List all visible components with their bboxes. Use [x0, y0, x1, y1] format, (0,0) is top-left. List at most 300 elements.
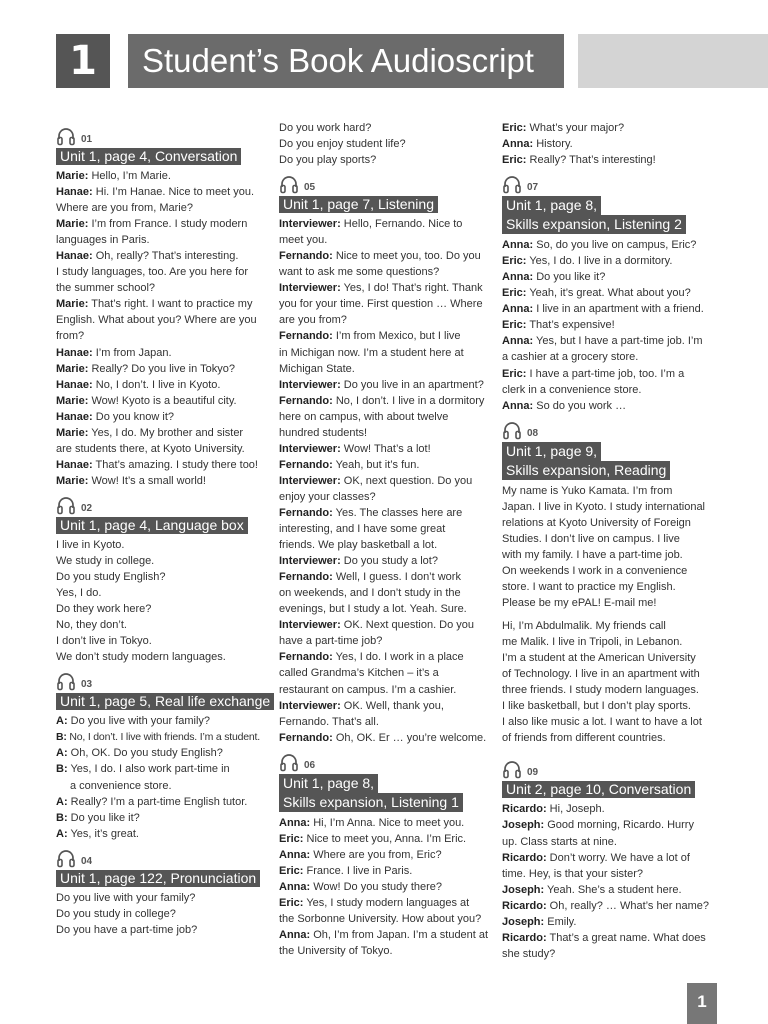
column-3 [502, 120, 716, 962]
script-line [56, 922, 266, 938]
script-line [279, 136, 491, 152]
line-text: Well, I guess. I don’t work [332, 571, 461, 584]
speaker-name: Hanae: [56, 186, 93, 199]
script-line [279, 280, 491, 296]
script-line [56, 473, 266, 489]
script-line [502, 914, 716, 930]
line-text: Hi, Joseph. [546, 803, 605, 816]
script-line [502, 946, 716, 962]
line-text: here on campus, with about twelve [279, 410, 449, 423]
script-line [279, 633, 491, 649]
section-title: Unit 1, page 4, Conversation [56, 148, 241, 165]
script-line [56, 761, 266, 777]
line-text: Do you know it? [92, 410, 175, 423]
speaker-name: Joseph: [502, 883, 545, 896]
script-line [502, 834, 716, 850]
line-text: Emily. [544, 915, 577, 928]
track-marker [56, 842, 266, 869]
line-text: Really? That’s interesting! [526, 154, 656, 167]
script-line [279, 911, 491, 927]
line-text: are you from? [279, 314, 347, 327]
line-text: I have a part-time job, too. I’m a [526, 367, 685, 380]
track-marker [279, 746, 491, 773]
script-line [56, 200, 266, 216]
line-text: Yeah, but it’s fun. [332, 458, 420, 471]
script-line [279, 312, 491, 328]
speaker-name: Eric: [502, 367, 527, 380]
headphones-icon [56, 848, 76, 868]
speaker-name: Fernando: [279, 330, 333, 343]
line-text: Do you study a lot? [340, 555, 438, 568]
track-marker [502, 168, 716, 195]
speaker-name: Fernando: [279, 394, 333, 407]
section-title-line: Unit 1, page 9, [502, 442, 601, 461]
line-text: Yes, I do. I also work part-time in [67, 763, 230, 776]
script-line [279, 863, 491, 879]
speaker-name: Ricardo: [502, 851, 547, 864]
line-text: the summer school? [56, 282, 156, 295]
speaker-name: Fernando: [279, 731, 333, 744]
track-number: 07 [527, 182, 539, 194]
line-text: up. Class starts at nine. [502, 835, 617, 848]
line-text: Don’t worry. We have a lot of [546, 851, 690, 864]
script-line [502, 301, 716, 317]
line-text: Yes, I do. I work in a place [332, 651, 464, 664]
paragraph-line: On weekends I work in a convenience [502, 564, 688, 577]
line-text: Do you work hard? [279, 122, 372, 134]
script-line [279, 248, 491, 264]
line-text: want to ask me some questions? [279, 266, 440, 279]
line-text: Yes, but I have a part-time job. I’m [533, 335, 703, 348]
speaker-name: Anna: [502, 271, 534, 284]
line-text: I live in an apartment with a friend. [533, 303, 704, 316]
script-line [56, 361, 266, 377]
script-line [502, 398, 716, 414]
section-title-line: Unit 1, page 8, [279, 774, 378, 793]
script-line [56, 713, 266, 729]
speaker-name: B: [56, 763, 68, 776]
script-line [279, 489, 491, 505]
section-title: Unit 1, page 4, Language box [56, 517, 248, 534]
script-line [56, 393, 266, 409]
line-text: Where are you from, Eric? [310, 848, 442, 861]
line-text: Do you like it? [533, 271, 606, 284]
speaker-name: A: [56, 827, 68, 840]
line-text: We don’t study modern languages. [56, 651, 226, 664]
column-1 [56, 120, 271, 938]
script-line [56, 826, 266, 842]
script-line [502, 349, 716, 365]
line-text: That’s amazing. I study there too! [92, 458, 258, 471]
script-line [56, 633, 266, 649]
line-text: Michigan State. [279, 362, 355, 375]
script-line [279, 682, 491, 698]
page-number: 1 [687, 983, 717, 1024]
script-line [279, 425, 491, 441]
script-line [56, 441, 266, 457]
speaker-name: Marie: [56, 170, 89, 182]
section-title: Unit 1, page 122, Pronunciation [56, 870, 260, 887]
section-title: Unit 2, page 10, Conversation [502, 781, 695, 798]
script-line [279, 649, 491, 665]
script-line [56, 457, 266, 473]
track-marker [56, 489, 266, 516]
headphones-icon [279, 752, 299, 772]
line-text: Where are you from, Marie? [56, 202, 193, 215]
track-number: 02 [81, 502, 93, 514]
line-text: the Sorbonne University. How about you? [279, 912, 482, 925]
speaker-name: Anna: [502, 138, 534, 151]
speaker-name: Anna: [502, 303, 534, 316]
line-text: restaurant on campus. I’m a cashier. [279, 683, 457, 696]
headphones-icon [56, 671, 76, 691]
line-text: have a part-time job? [279, 635, 383, 648]
paragraph-line: Hi, I’m Abdulmalik. My friends call [502, 620, 666, 633]
line-text: Oh, OK. Do you study English? [67, 747, 223, 760]
script-line [502, 253, 716, 269]
speaker-name: Eric: [279, 832, 304, 845]
script-line [56, 585, 266, 601]
line-text: time. Hey, is that your sister? [502, 867, 644, 880]
script-line [56, 810, 266, 826]
line-text: Yes. The classes here are [332, 506, 463, 519]
script-line [56, 649, 266, 665]
line-text: friends. We play basketball a lot. [279, 539, 438, 552]
script-line [502, 152, 716, 168]
script-line [502, 333, 716, 349]
script-line [279, 505, 491, 521]
section-title-line: Skills expansion, Reading [502, 461, 670, 480]
script-line [279, 847, 491, 863]
line-text: Fernando. That’s all. [279, 715, 379, 728]
line-text: a cashier at a grocery store. [502, 351, 639, 364]
speaker-name: Eric: [279, 896, 304, 909]
line-text: OK, next question. Do you [340, 474, 473, 487]
headphones-icon [502, 759, 522, 779]
section-title-line: Skills expansion, Listening 1 [279, 793, 463, 812]
script-line [279, 895, 491, 911]
chapter-number: 1 [56, 34, 110, 88]
script-line [502, 898, 716, 914]
paragraph-line: relations at Kyoto University of Foreign [502, 516, 691, 529]
paragraph-line: of Technology. I live in an apartment with [502, 668, 700, 681]
script-line [502, 866, 716, 882]
speaker-name: Interviewer: [279, 474, 341, 487]
script-line [279, 409, 491, 425]
speaker-name: Interviewer: [279, 378, 341, 391]
script-line [279, 831, 491, 847]
line-text: Do you enjoy student life? [279, 138, 406, 151]
script-line [502, 366, 716, 382]
line-text: you for your time. First question … Where [279, 298, 483, 311]
paragraph-line: I like basketball, but I don’t play sports. [502, 700, 691, 713]
headphones-icon [502, 420, 522, 440]
script-line [56, 328, 266, 344]
paragraph-line: Please be my ePAL! E-mail me! [502, 596, 657, 609]
paragraph-line: store. I want to practice my English. [502, 580, 676, 593]
line-text: OK. Well, thank you, [340, 699, 444, 712]
section-title: Unit 1, page 7, Listening [279, 196, 438, 213]
speaker-name: Ricardo: [502, 803, 547, 816]
script-line [56, 537, 266, 553]
line-text: Do you study English? [56, 571, 166, 584]
speaker-name: Hanae: [56, 250, 93, 263]
section-title: Unit 1, page 5, Real life exchange [56, 693, 274, 710]
speaker-name: Interviewer: [279, 218, 341, 231]
paragraph-line: I’m a student at the American University [502, 652, 696, 665]
line-text: Nice to meet you, Anna. I’m Eric. [303, 832, 467, 845]
line-text: Nice to meet you, too. Do you [332, 250, 481, 263]
headphones-icon [502, 174, 522, 194]
script-line [279, 152, 491, 168]
script-line [56, 296, 266, 312]
section-title-line: Skills expansion, Listening 2 [502, 215, 686, 234]
paragraph-line: Studies. I don’t live on campus. I live [502, 532, 680, 545]
speaker-name: Anna: [502, 399, 534, 412]
script-line [56, 617, 266, 633]
speaker-name: Anna: [502, 239, 534, 252]
script-line [279, 345, 491, 361]
line-text: Really? Do you live in Tokyo? [88, 362, 235, 375]
script-line [56, 216, 266, 232]
line-text: I study languages, too. Are you here for [56, 266, 249, 279]
line-text: Do you like it? [67, 811, 140, 824]
line-text: I don’t live in Tokyo. [56, 635, 152, 648]
script-line [56, 794, 266, 810]
line-text: Wow! It’s a small world! [88, 474, 206, 487]
speaker-name: Joseph: [502, 819, 545, 832]
line-text: are students there, at Kyoto University. [56, 442, 245, 455]
speaker-name: Ricardo: [502, 931, 547, 944]
line-text: Yes, I do. My brother and sister [88, 426, 244, 439]
track-number: 09 [527, 767, 539, 779]
line-text: meet you. [279, 234, 328, 247]
line-text: the University of Tokyo. [279, 945, 393, 958]
track-number: 01 [81, 134, 93, 145]
line-text: Oh, I’m from Japan. I’m a student at [310, 929, 489, 942]
line-text: Wow! Do you study there? [310, 880, 443, 893]
speaker-name: Anna: [502, 335, 534, 348]
track-marker [279, 168, 491, 195]
line-text: languages in Paris. [56, 234, 150, 247]
line-text: Really? I’m a part-time English tutor. [67, 795, 248, 808]
paragraph-line: Japan. I live in Kyoto. I study international [502, 500, 706, 513]
script-line [279, 232, 491, 248]
line-text: I’m from Mexico, but I live [332, 330, 461, 343]
line-text: Oh, OK. Er … you’re welcome. [332, 731, 487, 744]
script-line [56, 184, 266, 200]
script-line [502, 269, 716, 285]
headphones-icon [56, 126, 76, 146]
script-line [279, 927, 491, 943]
section-title [502, 442, 716, 480]
reading-paragraph [502, 483, 716, 611]
track-marker [502, 414, 716, 441]
line-text: That’s right. I want to practice my [88, 298, 253, 311]
speaker-name: Hanae: [56, 410, 93, 423]
script-line [279, 216, 491, 232]
speaker-name: Ricardo: [502, 899, 547, 912]
script-line [502, 817, 716, 833]
speaker-name: Fernando: [279, 571, 333, 584]
line-text: I’m from France. I study modern [88, 218, 248, 231]
script-line [502, 382, 716, 398]
line-text: I’m from Japan. [92, 346, 172, 359]
section-title [279, 774, 491, 812]
script-line [279, 714, 491, 730]
line-text: So do you work … [533, 399, 627, 412]
line-text: Hello, Fernando. Nice to [340, 218, 463, 231]
track-number: 06 [304, 759, 316, 771]
script-line [279, 441, 491, 457]
line-text: interesting, and I have some great [279, 523, 446, 536]
track-marker [502, 753, 716, 780]
line-text: Oh, really? … What’s her name? [546, 899, 710, 912]
script-line [56, 425, 266, 441]
script-line [279, 698, 491, 714]
script-line [279, 264, 491, 280]
script-line [502, 882, 716, 898]
script-line [56, 377, 266, 393]
reading-paragraph [502, 618, 716, 746]
line-text: a convenience store. [70, 779, 172, 792]
line-text: on weekends, and I don’t study in the [279, 587, 461, 600]
script-line [279, 617, 491, 633]
speaker-name: Fernando: [279, 506, 333, 519]
track-number: 08 [527, 427, 539, 439]
script-line [279, 473, 491, 489]
line-text: We study in college. [56, 554, 155, 567]
script-line [56, 312, 266, 328]
track-marker [56, 665, 266, 692]
script-line [279, 296, 491, 312]
script-line [502, 136, 716, 152]
line-text: enjoy your classes? [279, 490, 376, 503]
line-text: I live in Kyoto. [56, 538, 125, 551]
script-line [502, 120, 716, 136]
script-line [56, 264, 266, 280]
line-text: No, I don’t. I live with friends. I’m a student. [66, 731, 260, 744]
script-line [279, 328, 491, 344]
track-marker [56, 120, 266, 147]
speaker-name: Fernando: [279, 458, 333, 471]
speaker-name: Interviewer: [279, 699, 341, 712]
speaker-name: Eric: [502, 122, 527, 134]
line-text: Do you play sports? [279, 154, 377, 167]
speaker-name: A: [56, 795, 68, 808]
speaker-name: Anna: [279, 929, 311, 942]
script-line [56, 601, 266, 617]
script-line [502, 317, 716, 333]
line-text: Yes, I do. [56, 587, 102, 600]
script-line [279, 665, 491, 681]
speaker-name: A: [56, 715, 68, 728]
speaker-name: Anna: [279, 816, 311, 829]
line-text: Yeah. She’s a student here. [544, 883, 682, 896]
script-line [502, 285, 716, 301]
line-text: Do you live with your family? [56, 891, 196, 904]
track-number: 04 [81, 855, 93, 867]
section-title-line: Unit 1, page 8, [502, 196, 601, 215]
speaker-name: Interviewer: [279, 555, 341, 568]
script-line [56, 745, 266, 761]
paragraph-line: I also like music a lot. I want to have a lot [502, 716, 702, 729]
paragraph-line: My name is Yuko Kamata. I’m from [502, 484, 673, 497]
script-line [279, 537, 491, 553]
script-line [502, 850, 716, 866]
line-text: Wow! Kyoto is a beautiful city. [88, 394, 237, 407]
script-line [279, 553, 491, 569]
speaker-name: A: [56, 747, 68, 760]
speaker-name: Marie: [56, 474, 89, 487]
page-title: Student’s Book Audioscript [128, 34, 564, 88]
line-text: So, do you live on campus, Eric? [533, 239, 697, 252]
line-text: from? [56, 330, 85, 343]
line-text: called Grandma’s Kitchen – it’s a [279, 667, 439, 680]
line-text: Do you have a part-time job? [56, 923, 198, 936]
line-text: That’s a great name. What does [546, 931, 706, 944]
script-line [279, 585, 491, 601]
line-text: Hi. I’m Hanae. Nice to meet you. [92, 186, 255, 199]
track-number: 03 [81, 679, 93, 691]
speaker-name: Eric: [502, 319, 527, 332]
line-text: No, I don’t. I live in Kyoto. [92, 378, 221, 391]
headphones-icon [279, 174, 299, 194]
script-line [502, 801, 716, 817]
script-line [279, 879, 491, 895]
speaker-name: Marie: [56, 426, 89, 439]
script-line [56, 569, 266, 585]
line-text: Oh, really? That’s interesting. [92, 250, 239, 263]
speaker-name: Marie: [56, 298, 89, 311]
speaker-name: Fernando: [279, 250, 333, 263]
script-line [279, 120, 491, 136]
script-line [279, 601, 491, 617]
line-text: she study? [502, 947, 556, 960]
paragraph-line: me Malik. I live in Tripoli, in Lebanon. [502, 636, 683, 649]
line-text: Yes, it’s great. [67, 827, 139, 840]
section-title [502, 196, 716, 234]
paragraph-line: three friends. I study modern languages. [502, 684, 699, 697]
line-text: No, I don’t. I live in a dormitory [332, 394, 485, 407]
line-text: OK. Next question. Do you [340, 619, 475, 632]
script-line [502, 930, 716, 946]
line-text: History. [533, 138, 573, 151]
line-text: Yes, I do! That’s right. Thank [340, 282, 483, 295]
script-line [279, 393, 491, 409]
speaker-name: Eric: [279, 864, 304, 877]
line-text: clerk in a convenience store. [502, 383, 642, 396]
line-text: hundred students! [279, 426, 368, 439]
speaker-name: Fernando: [279, 651, 333, 664]
script-line [279, 521, 491, 537]
script-line [56, 729, 266, 745]
line-text: Yeah, it’s great. What about you? [526, 287, 691, 300]
speaker-name: Interviewer: [279, 442, 341, 455]
paragraph-line: of friends from different countries. [502, 732, 666, 745]
script-line [56, 280, 266, 296]
speaker-name: Eric: [502, 287, 527, 300]
script-line [279, 457, 491, 473]
script-line [502, 237, 716, 253]
speaker-name: Interviewer: [279, 282, 341, 295]
line-text: Hello, I’m Marie. [88, 170, 171, 182]
script-line [279, 730, 491, 746]
line-text: Good morning, Ricardo. Hurry [544, 819, 694, 832]
script-line [279, 943, 491, 959]
speaker-name: B: [56, 731, 67, 744]
line-text: Yes, I study modern languages at [303, 896, 470, 909]
